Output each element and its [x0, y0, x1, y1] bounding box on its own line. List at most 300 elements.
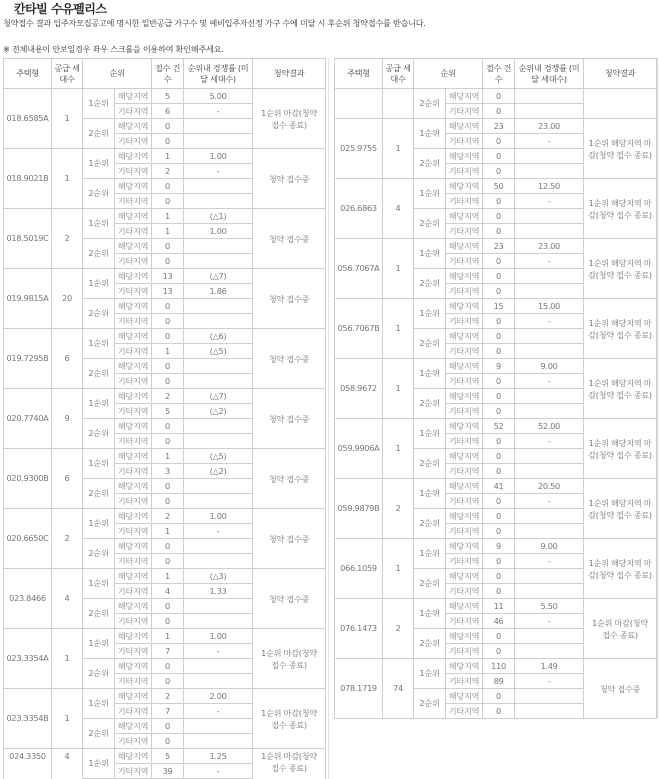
table-row [335, 119, 657, 134]
competition-ratio [184, 314, 253, 329]
application-count: 89 [483, 674, 515, 689]
area-other: 기타지역 [446, 434, 483, 449]
area-other: 기타지역 [446, 704, 483, 719]
rank-label: 1순위 [83, 329, 115, 359]
application-count: 0 [483, 689, 515, 704]
rank-label: 2순위 [414, 449, 446, 479]
competition-ratio: - [515, 374, 584, 389]
rank-label: 2순위 [83, 599, 115, 629]
supply-units: 4 [383, 179, 414, 239]
table-row [335, 599, 657, 614]
competition-ratio [515, 404, 584, 419]
application-count: 0 [152, 314, 184, 329]
competition-ratio [515, 584, 584, 599]
header-count: 접수 건수 [483, 59, 515, 89]
supply-units: 1 [383, 539, 414, 599]
application-count: 0 [152, 599, 184, 614]
application-count: 0 [152, 239, 184, 254]
supply-units: 2 [383, 479, 414, 539]
competition-ratio: - [184, 764, 253, 779]
rank-label: 1순위 [83, 269, 115, 299]
application-count: 4 [152, 584, 184, 599]
competition-ratio: - [184, 524, 253, 539]
area-local: 해당지역 [446, 299, 483, 314]
rank-label: 2순위 [414, 629, 446, 659]
competition-ratio: 1.86 [184, 284, 253, 299]
supply-units: 2 [52, 509, 83, 569]
area-local: 해당지역 [115, 629, 152, 644]
supply-units: 6 [52, 329, 83, 389]
area-local: 해당지역 [446, 329, 483, 344]
competition-ratio: - [184, 644, 253, 659]
competition-ratio: 2.00 [184, 689, 253, 704]
rank-label: 2순위 [83, 419, 115, 449]
page-description: 청약접수 결과 입주자모집공고에 명시한 일반공급 가구수 및 예비입주자선정 가구 수에 미달 시 후순위 청약접수를 받습니다. [3, 18, 426, 28]
result-status: 1순위 해당지역 마감(청약 접수 종료) [584, 239, 657, 299]
competition-ratio [515, 224, 584, 239]
area-other: 기타지역 [115, 554, 152, 569]
header-ratio: 순위내 경쟁률 (미달 세대수) [184, 59, 253, 89]
header-result: 청약결과 [584, 59, 657, 89]
rank-label: 1순위 [83, 89, 115, 119]
area-local: 해당지역 [446, 539, 483, 554]
rank-label: 2순위 [83, 179, 115, 209]
rank-label: 2순위 [414, 569, 446, 599]
rank-label: 2순위 [83, 719, 115, 749]
application-count: 50 [483, 179, 515, 194]
application-count: 0 [483, 269, 515, 284]
header-count: 접수 건수 [152, 59, 184, 89]
application-count: 5 [152, 404, 184, 419]
competition-ratio [184, 539, 253, 554]
result-status: 1순위 해당지역 마감(청약 접수 종료) [584, 539, 657, 599]
competition-ratio [515, 464, 584, 479]
rank-label: 2순위 [83, 119, 115, 149]
competition-ratio: - [515, 554, 584, 569]
competition-ratio: (△1) [184, 209, 253, 224]
rank-label: 2순위 [414, 149, 446, 179]
application-count: 0 [152, 194, 184, 209]
application-count: 0 [152, 254, 184, 269]
housing-type: 056.7067B [335, 299, 383, 359]
area-local: 해당지역 [115, 749, 152, 764]
housing-type: 020.9300B [4, 449, 52, 509]
housing-type: 023.3354B [4, 689, 52, 749]
area-other: 기타지역 [446, 164, 483, 179]
competition-ratio [184, 614, 253, 629]
housing-type: 019.7295B [4, 329, 52, 389]
competition-ratio: - [515, 314, 584, 329]
area-other: 기타지역 [446, 254, 483, 269]
area-other: 기타지역 [446, 644, 483, 659]
competition-ratio: 23.00 [515, 239, 584, 254]
application-count: 5 [152, 749, 184, 764]
area-local: 해당지역 [446, 629, 483, 644]
area-local: 해당지역 [446, 479, 483, 494]
housing-type: 018.5019C [4, 209, 52, 269]
area-local: 해당지역 [115, 389, 152, 404]
application-count: 23 [483, 119, 515, 134]
area-other: 기타지역 [446, 344, 483, 359]
competition-ratio: (△5) [184, 344, 253, 359]
competition-ratio [184, 734, 253, 749]
result-status: 청약 접수중 [253, 389, 326, 449]
area-local: 해당지역 [446, 509, 483, 524]
application-count: 1 [152, 569, 184, 584]
area-local: 해당지역 [446, 659, 483, 674]
page-title: 칸타빌 수유펠리스 [14, 2, 107, 16]
table-header-row [335, 59, 657, 89]
table-row [4, 569, 326, 584]
area-local: 해당지역 [115, 509, 152, 524]
result-status: 청약 접수중 [253, 269, 326, 329]
competition-ratio: - [515, 254, 584, 269]
header-rank: 순위 [414, 59, 483, 89]
application-count: 46 [483, 614, 515, 629]
application-count: 0 [483, 404, 515, 419]
competition-ratio [515, 284, 584, 299]
area-other: 기타지역 [115, 344, 152, 359]
area-other: 기타지역 [115, 314, 152, 329]
rank-label: 2순위 [83, 539, 115, 569]
housing-type: 059.9906A [335, 419, 383, 479]
supply-units: 9 [52, 389, 83, 449]
application-count: 0 [483, 134, 515, 149]
supply-units: 1 [383, 119, 414, 179]
application-count: 3 [152, 464, 184, 479]
competition-ratio [515, 689, 584, 704]
table-row [4, 749, 326, 764]
supply-units: 1 [52, 689, 83, 749]
competition-ratio [515, 269, 584, 284]
result-status: 청약 접수중 [253, 149, 326, 209]
area-other: 기타지역 [446, 224, 483, 239]
result-status: 1순위 해당지역 마감(청약 접수 종료) [584, 479, 657, 539]
competition-ratio [184, 494, 253, 509]
competition-ratio: 23.00 [515, 119, 584, 134]
application-count: 1 [152, 344, 184, 359]
table-row [4, 209, 326, 224]
housing-type: 076.1473 [335, 599, 383, 659]
supply-units: 1 [383, 419, 414, 479]
header-result: 청약결과 [253, 59, 326, 89]
area-local: 해당지역 [446, 239, 483, 254]
competition-ratio [184, 194, 253, 209]
competition-ratio: - [184, 164, 253, 179]
application-count: 0 [152, 554, 184, 569]
table-row [335, 479, 657, 494]
housing-type: 026.6863 [335, 179, 383, 239]
competition-ratio: 9.00 [515, 359, 584, 374]
area-other: 기타지역 [446, 314, 483, 329]
rank-label: 1순위 [83, 149, 115, 179]
competition-ratio: 52.00 [515, 419, 584, 434]
competition-ratio: - [184, 104, 253, 119]
application-count: 0 [483, 149, 515, 164]
competition-ratio: 1.33 [184, 584, 253, 599]
horizontal-scroll-edge[interactable] [657, 58, 658, 718]
result-status: 1순위 해당지역 마감(청약 접수 종료) [584, 179, 657, 239]
competition-ratio: (△7) [184, 269, 253, 284]
area-local: 해당지역 [446, 269, 483, 284]
competition-ratio: - [515, 614, 584, 629]
result-status: 청약 접수중 [253, 569, 326, 629]
application-count: 0 [483, 209, 515, 224]
application-count: 0 [152, 479, 184, 494]
rank-label: 2순위 [414, 269, 446, 299]
rank-label: 1순위 [414, 119, 446, 149]
housing-type [335, 89, 383, 119]
application-count: 0 [152, 359, 184, 374]
area-other: 기타지역 [115, 584, 152, 599]
table-row [335, 179, 657, 194]
header-rank: 순위 [83, 59, 152, 89]
application-count: 110 [483, 659, 515, 674]
competition-ratio [184, 554, 253, 569]
rank-label: 1순위 [414, 239, 446, 269]
area-local: 해당지역 [115, 329, 152, 344]
application-count: 2 [152, 509, 184, 524]
rank-label: 2순위 [83, 659, 115, 689]
rank-label: 1순위 [414, 659, 446, 689]
area-local: 해당지역 [115, 299, 152, 314]
rank-label: 2순위 [414, 329, 446, 359]
table-row [4, 149, 326, 164]
application-count: 0 [483, 449, 515, 464]
competition-ratio: - [184, 704, 253, 719]
housing-type: 020.6650C [4, 509, 52, 569]
rank-label: 2순위 [414, 389, 446, 419]
area-other: 기타지역 [115, 644, 152, 659]
table-row [4, 689, 326, 704]
header-supply: 공급 세대수 [52, 59, 83, 89]
competition-ratio [515, 629, 584, 644]
housing-type: 023.3354A [4, 629, 52, 689]
area-other: 기타지역 [115, 254, 152, 269]
housing-type: 066.1059 [335, 539, 383, 599]
application-count: 1 [152, 629, 184, 644]
competition-ratio [184, 179, 253, 194]
application-count: 1 [152, 209, 184, 224]
area-other: 기타지역 [115, 614, 152, 629]
supply-units: 4 [52, 749, 83, 779]
application-count: 9 [483, 359, 515, 374]
result-status: 1순위 해당지역 마감(청약 접수 종료) [584, 299, 657, 359]
application-count: 0 [483, 704, 515, 719]
application-count: 0 [152, 494, 184, 509]
area-other: 기타지역 [115, 434, 152, 449]
rank-label: 2순위 [414, 209, 446, 239]
rank-label: 1순위 [83, 389, 115, 419]
application-count: 0 [152, 119, 184, 134]
application-count: 0 [152, 419, 184, 434]
supply-units: 1 [383, 239, 414, 299]
area-local: 해당지역 [446, 569, 483, 584]
application-count: 0 [483, 104, 515, 119]
competition-ratio: (△7) [184, 389, 253, 404]
area-other: 기타지역 [115, 164, 152, 179]
competition-ratio [184, 674, 253, 689]
rank-label: 2순위 [414, 509, 446, 539]
application-count: 0 [152, 734, 184, 749]
rank-label: 2순위 [83, 239, 115, 269]
application-count: 1 [152, 224, 184, 239]
competition-ratio [184, 599, 253, 614]
supply-units: 2 [52, 209, 83, 269]
result-status: 청약 접수중 [253, 509, 326, 569]
rank-label: 1순위 [83, 749, 115, 779]
competition-ratio [515, 89, 584, 104]
housing-type: 019.9815A [4, 269, 52, 329]
application-count: 6 [152, 104, 184, 119]
area-local: 해당지역 [446, 389, 483, 404]
competition-ratio [515, 704, 584, 719]
rank-label: 2순위 [83, 299, 115, 329]
area-local: 해당지역 [115, 89, 152, 104]
area-local: 해당지역 [115, 269, 152, 284]
application-count: 0 [483, 629, 515, 644]
housing-type: 018.6585A [4, 89, 52, 149]
rank-label: 1순위 [414, 419, 446, 449]
housing-type: 018.9021B [4, 149, 52, 209]
area-local: 해당지역 [115, 209, 152, 224]
table-row [4, 629, 326, 644]
area-local: 해당지역 [446, 599, 483, 614]
competition-ratio [184, 359, 253, 374]
rank-label: 1순위 [414, 179, 446, 209]
table-row [335, 89, 657, 104]
application-count: 11 [483, 599, 515, 614]
result-status [584, 89, 657, 119]
application-count: 0 [483, 164, 515, 179]
area-local: 해당지역 [446, 149, 483, 164]
result-status: 청약 접수중 [253, 329, 326, 389]
application-count: 7 [152, 644, 184, 659]
application-count: 0 [152, 179, 184, 194]
supply-units: 2 [383, 599, 414, 659]
competition-ratio [184, 119, 253, 134]
rank-label: 1순위 [83, 209, 115, 239]
area-other: 기타지역 [446, 464, 483, 479]
area-local: 해당지역 [115, 719, 152, 734]
area-other: 기타지역 [115, 494, 152, 509]
application-count: 0 [483, 344, 515, 359]
area-other: 기타지역 [446, 374, 483, 389]
competition-ratio: 5.00 [184, 89, 253, 104]
header-type: 주택형 [335, 59, 383, 89]
competition-ratio: 1.00 [184, 149, 253, 164]
supply-units: 1 [52, 89, 83, 149]
area-other: 기타지역 [115, 464, 152, 479]
header-ratio: 순위내 경쟁률 (미달 세대수) [515, 59, 584, 89]
application-count: 2 [152, 164, 184, 179]
result-status: 1순위 마감(청약 접수 종료) [253, 89, 326, 149]
supply-units: 74 [383, 659, 414, 719]
competition-ratio [184, 419, 253, 434]
supply-units: 6 [52, 449, 83, 509]
competition-ratio: - [515, 434, 584, 449]
area-local: 해당지역 [446, 449, 483, 464]
competition-ratio: (△2) [184, 404, 253, 419]
application-count: 1 [152, 149, 184, 164]
application-count: 1 [152, 524, 184, 539]
application-count: 0 [483, 389, 515, 404]
result-status: 1순위 마감(청약 접수 종료) [253, 629, 326, 689]
result-status: 청약 접수중 [584, 659, 657, 719]
rank-label: 1순위 [83, 569, 115, 599]
supply-units: 1 [383, 299, 414, 359]
area-other: 기타지역 [446, 584, 483, 599]
competition-ratio: - [515, 674, 584, 689]
result-status: 1순위 해당지역 마감(청약 접수 종료) [584, 419, 657, 479]
housing-type: 078.1719 [335, 659, 383, 719]
competition-ratio [184, 659, 253, 674]
area-other: 기타지역 [446, 134, 483, 149]
application-count: 5 [152, 89, 184, 104]
rank-label: 1순위 [83, 689, 115, 719]
area-local: 해당지역 [115, 359, 152, 374]
table-row [4, 449, 326, 464]
competition-ratio: 1.00 [184, 629, 253, 644]
area-other: 기타지역 [446, 194, 483, 209]
area-local: 해당지역 [446, 689, 483, 704]
application-count: 0 [483, 254, 515, 269]
application-count: 9 [483, 539, 515, 554]
rank-label: 1순위 [414, 599, 446, 629]
application-count: 52 [483, 419, 515, 434]
area-other: 기타지역 [115, 764, 152, 779]
area-local: 해당지역 [446, 359, 483, 374]
area-other: 기타지역 [446, 494, 483, 509]
area-other: 기타지역 [115, 524, 152, 539]
table-row [335, 239, 657, 254]
result-status: 1순위 마감(청약 접수 종료) [253, 689, 326, 749]
competition-ratio: 20.50 [515, 479, 584, 494]
application-count: 0 [483, 584, 515, 599]
competition-ratio: (△3) [184, 569, 253, 584]
application-count: 0 [483, 494, 515, 509]
table-row [335, 659, 657, 674]
area-other: 기타지역 [115, 674, 152, 689]
area-local: 해당지역 [115, 479, 152, 494]
application-count: 41 [483, 479, 515, 494]
competition-ratio: 1.49 [515, 659, 584, 674]
table-row [4, 269, 326, 284]
result-status: 1순위 마감(청약 접수 종료) [253, 749, 326, 779]
competition-ratio [184, 479, 253, 494]
competition-ratio [515, 344, 584, 359]
housing-type: 058.9672 [335, 359, 383, 419]
competition-ratio [515, 509, 584, 524]
competition-ratio: 1.25 [184, 749, 253, 764]
area-local: 해당지역 [115, 119, 152, 134]
rank-label: 1순위 [414, 479, 446, 509]
competition-ratio: (△2) [184, 464, 253, 479]
rank-label: 2순위 [414, 689, 446, 719]
area-other: 기타지역 [446, 524, 483, 539]
competition-ratio: (△6) [184, 329, 253, 344]
area-local: 해당지역 [115, 449, 152, 464]
table-row [4, 509, 326, 524]
housing-type: 020.7740A [4, 389, 52, 449]
competition-ratio [515, 644, 584, 659]
supply-units: 1 [52, 149, 83, 209]
competition-ratio [515, 209, 584, 224]
application-count: 13 [152, 269, 184, 284]
competition-ratio [184, 239, 253, 254]
area-local: 해당지역 [115, 539, 152, 554]
competition-ratio [515, 149, 584, 164]
